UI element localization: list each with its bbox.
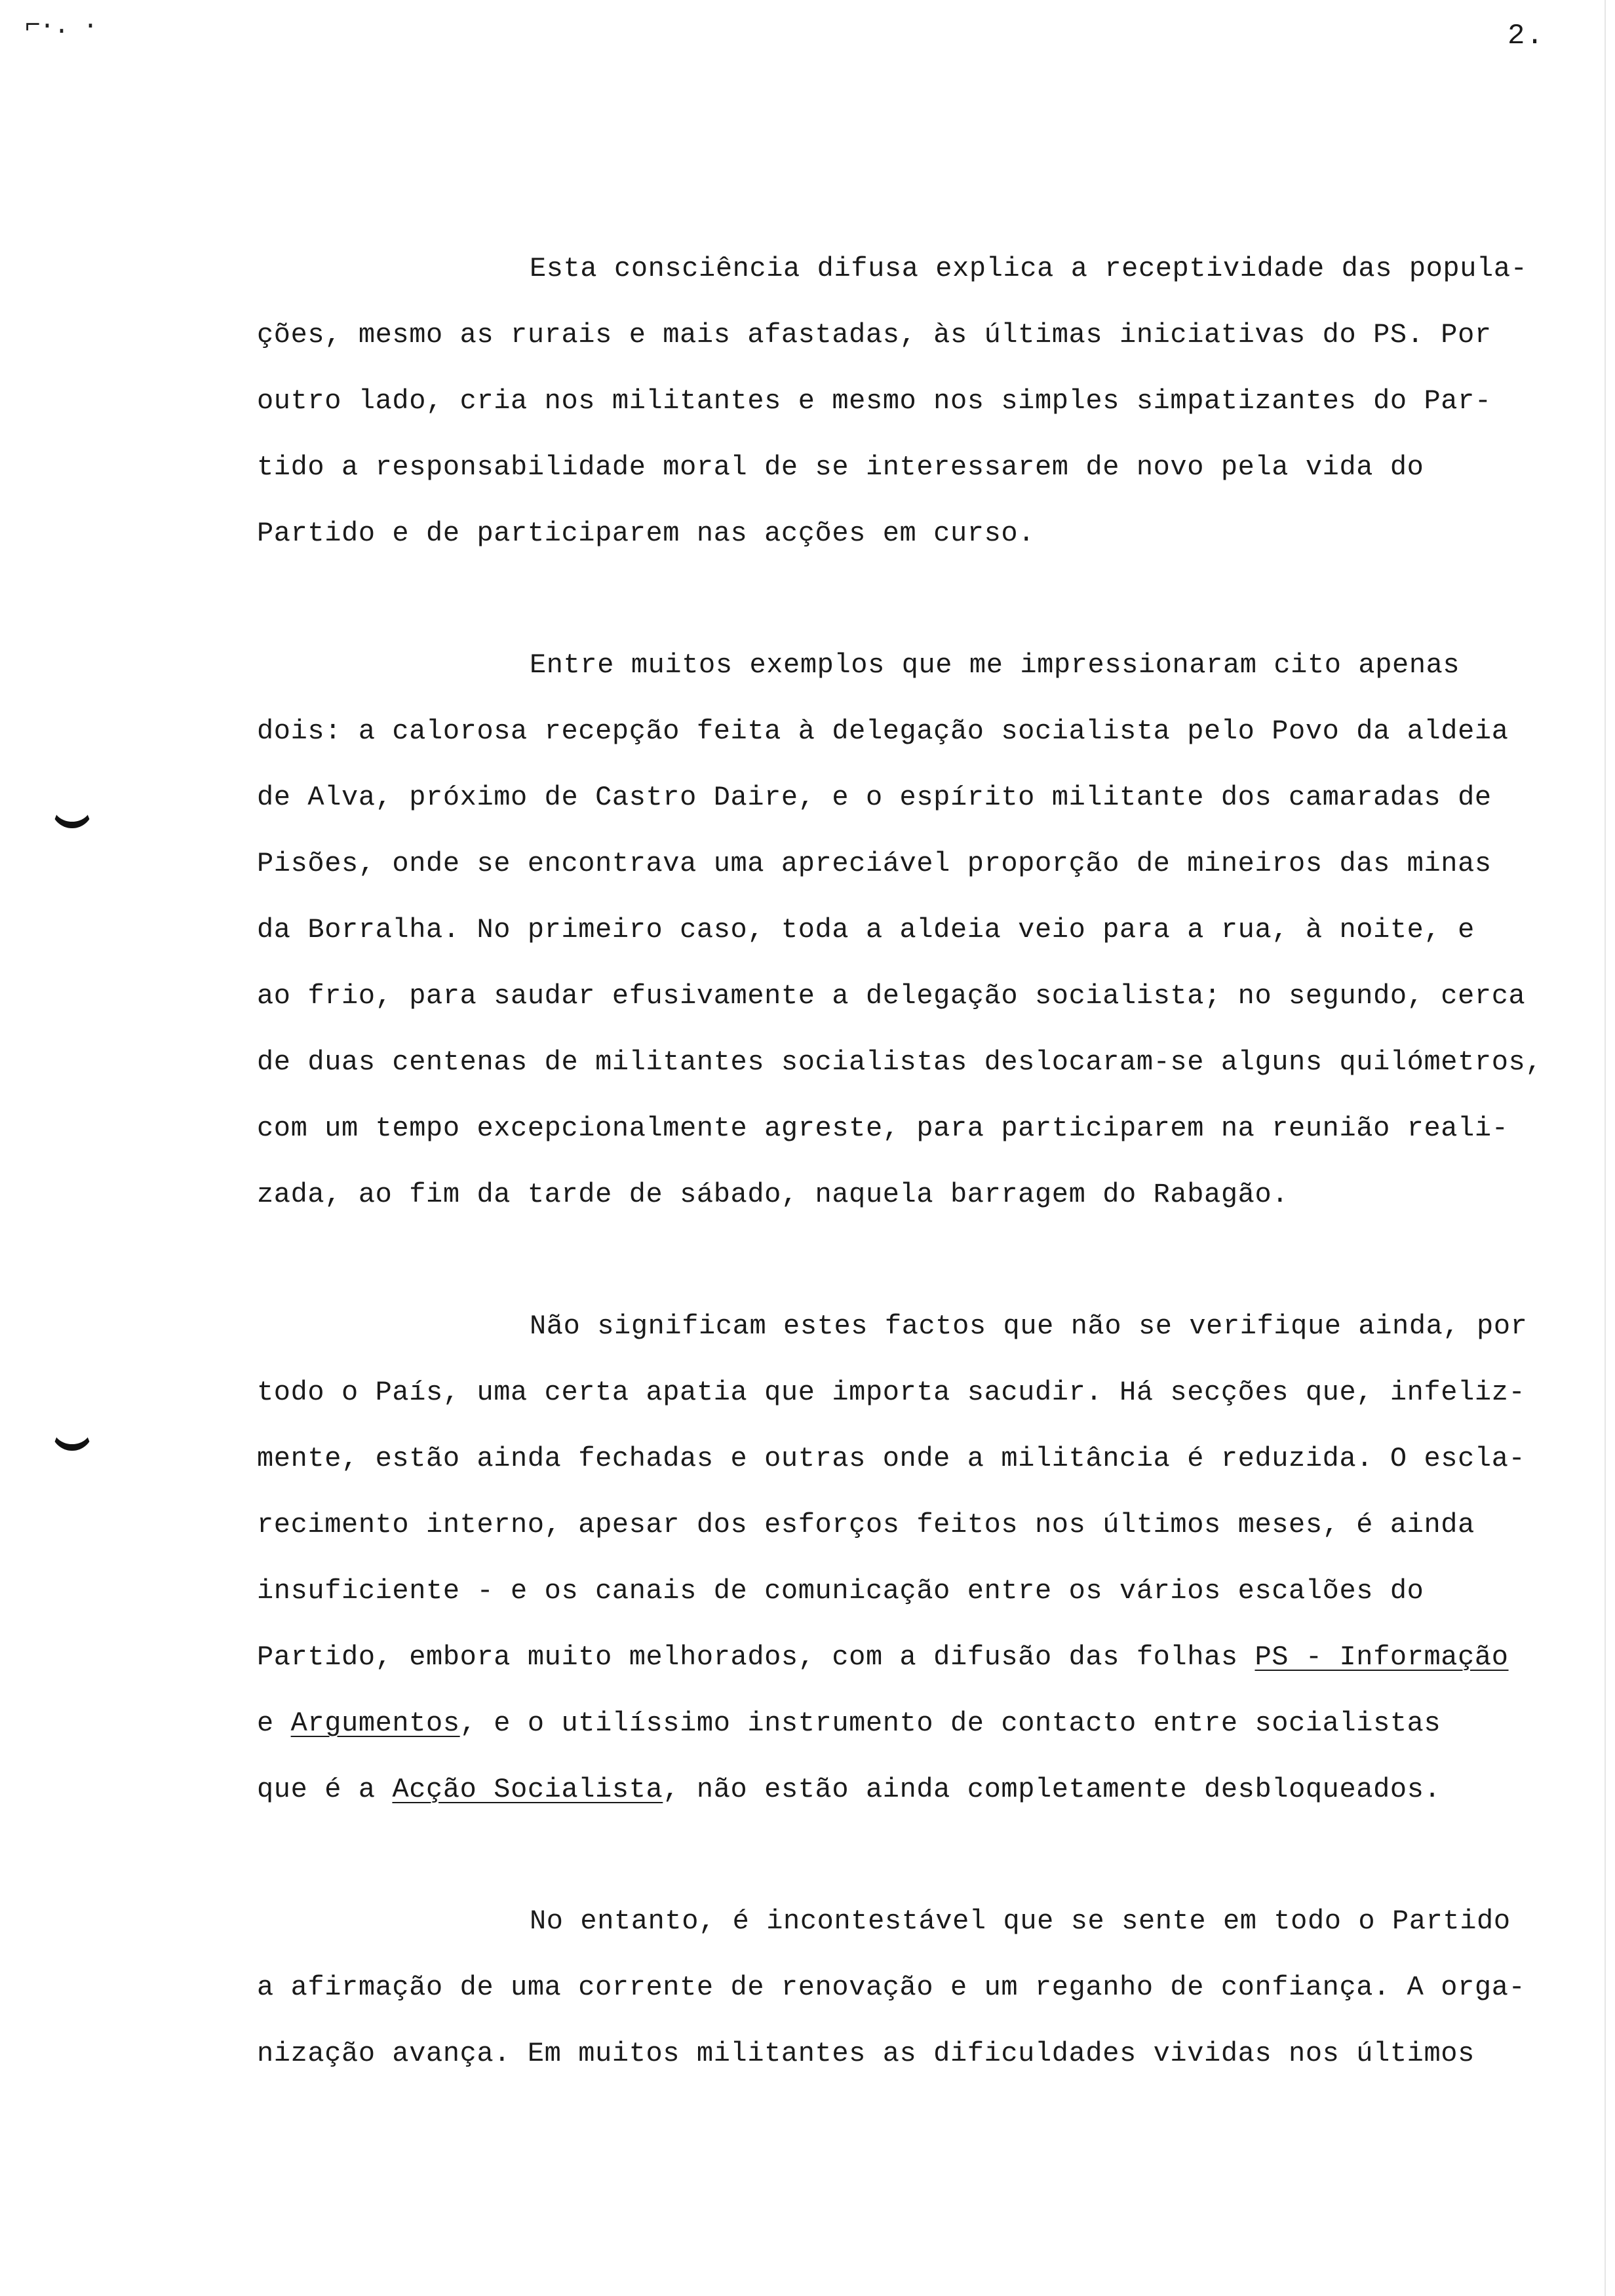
text-segment: Partido, embora muito melhorados, com a difusão das folhas bbox=[257, 1641, 1255, 1673]
text-line: Não significam estes factos que não se verifique ainda, por bbox=[530, 1311, 1528, 1342]
text-line: tido a responsabilidade moral de se interessarem de novo pela vida do bbox=[257, 451, 1424, 483]
text-line: a afirmação de uma corrente de renovação e um reganho de confiança. A orga- bbox=[257, 1972, 1526, 2003]
text-line: ções, mesmo as rurais e mais afastadas, às últimas iniciativas do PS. Por bbox=[257, 319, 1492, 351]
text-line: nização avança. Em muitos militantes as dificuldades vividas nos últimos bbox=[257, 2038, 1475, 2069]
paragraph-4 bbox=[257, 1888, 1594, 2087]
underlined-title-argumentos: Argumentos bbox=[290, 1708, 460, 1739]
text-line: Pisões, onde se encontrava uma apreciável proporção de mineiros das minas bbox=[257, 848, 1492, 879]
text-segment: e bbox=[257, 1708, 291, 1739]
underlined-title-accao-socialista: Acção Socialista bbox=[392, 1774, 663, 1805]
text-line: Entre muitos exemplos que me impressionaram cito apenas bbox=[530, 649, 1460, 681]
text-line bbox=[257, 1757, 1594, 1823]
text-line bbox=[257, 1624, 1594, 1691]
text-line: No entanto, é incontestável que se sente em todo o Partido bbox=[530, 1905, 1511, 1937]
punch-hole-mark bbox=[51, 786, 93, 828]
underlined-title-ps-informacao: PS - Informação bbox=[1255, 1641, 1509, 1673]
paragraph-2 bbox=[257, 632, 1594, 1228]
text-line: de Alva, próximo de Castro Daire, e o espírito militante dos camaradas de bbox=[257, 782, 1492, 813]
corner-mark: ⌐·. · bbox=[25, 12, 98, 41]
text-line: com um tempo excepcionalmente agreste, para participarem na reunião reali- bbox=[257, 1113, 1509, 1144]
text-line: Esta consciência difusa explica a receptividade das popula- bbox=[530, 253, 1528, 284]
text-segment: , não estão ainda completamente desbloqueados. bbox=[663, 1774, 1441, 1805]
page-number: 2. bbox=[1508, 20, 1545, 52]
page-edge-line bbox=[1605, 0, 1606, 2296]
text-line: recimento interno, apesar dos esforços feitos nos últimos meses, é ainda bbox=[257, 1509, 1475, 1540]
text-line: ao frio, para saudar efusivamente a delegação socialista; no segundo, cerca bbox=[257, 980, 1526, 1012]
text-line: da Borralha. No primeiro caso, toda a aldeia veio para a rua, à noite, e bbox=[257, 914, 1475, 946]
text-line: todo o País, uma certa apatia que importa sacudir. Há secções que, infeliz- bbox=[257, 1377, 1526, 1408]
paragraph-1 bbox=[257, 236, 1594, 567]
text-line: Partido e de participarem nas acções em curso. bbox=[257, 518, 1035, 549]
text-line: mente, estão ainda fechadas e outras onde a militância é reduzida. O escla- bbox=[257, 1443, 1526, 1474]
text-line bbox=[257, 1691, 1594, 1757]
text-line: dois: a calorosa recepção feita à delegação socialista pelo Povo da aldeia bbox=[257, 716, 1509, 747]
document-body bbox=[257, 236, 1594, 2087]
text-line: outro lado, cria nos militantes e mesmo nos simples simpatizantes do Par- bbox=[257, 385, 1492, 417]
punch-hole-mark bbox=[51, 1409, 93, 1451]
text-line: zada, ao fim da tarde de sábado, naquela barragem do Rabagão. bbox=[257, 1179, 1289, 1210]
text-segment: que é a bbox=[257, 1774, 393, 1805]
text-segment: , e o utilíssimo instrumento de contacto entre socialistas bbox=[459, 1708, 1441, 1739]
text-line: de duas centenas de militantes socialistas deslocaram-se alguns quilómetros, bbox=[257, 1046, 1543, 1078]
paragraph-3 bbox=[257, 1293, 1594, 1823]
text-line: insuficiente - e os canais de comunicação entre os vários escalões do bbox=[257, 1575, 1424, 1607]
